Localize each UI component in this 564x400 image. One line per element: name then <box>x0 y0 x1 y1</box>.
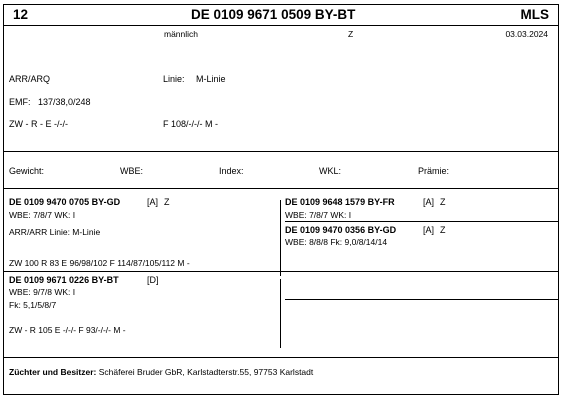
header-flag: Z <box>348 29 354 39</box>
sex: männlich <box>164 29 199 39</box>
sire-sire-tag: [A] <box>423 197 435 207</box>
sire-flag: Z <box>164 197 170 207</box>
sire-sire-wbe: WBE: 7/8/7 WK: I <box>285 210 352 220</box>
sire-sire-id: DE 0109 9648 1579 BY-FR <box>285 197 395 207</box>
sire-sire-flag: Z <box>440 197 446 207</box>
gewicht-label: Gewicht: <box>9 166 45 176</box>
emf-value: 137/38,0/248 <box>38 97 91 107</box>
breeder-owner-label: Züchter und Besitzer: <box>9 367 97 377</box>
info-divider <box>4 151 558 152</box>
sire-dam-id: DE 0109 9470 0356 BY-GD <box>285 225 397 235</box>
record-date: 03.03.2024 <box>505 29 548 39</box>
index-label: Index: <box>219 166 244 176</box>
sire-arr: ARR/ARR Linie: M-Linie <box>9 227 101 237</box>
dam-column-divider <box>280 279 281 348</box>
animal-id: DE 0109 9671 0509 BY-BT <box>191 7 356 22</box>
emf-label: EMF: <box>9 97 31 107</box>
sire-dam-tag: [A] <box>423 225 435 235</box>
animal-record-card <box>3 4 559 395</box>
sire-dam-flag: Z <box>440 225 446 235</box>
dam-id: DE 0109 9671 0226 BY-BT <box>9 275 119 285</box>
sire-tag: [A] <box>147 197 159 207</box>
breeder-owner <box>9 367 313 377</box>
stats-divider <box>4 188 558 189</box>
sire-column-divider <box>280 200 281 276</box>
sire-sire-divider <box>285 221 558 222</box>
wbe-label: WBE: <box>120 166 144 176</box>
f-values: F 108/-/-/- M - <box>163 119 219 129</box>
dam-tag: [D] <box>147 275 159 285</box>
linie-value: M-Linie <box>196 74 226 84</box>
breeder-owner-value: Schäferei Bruder GbR, Karlstadterstr.55, 97753 Karlstadt <box>98 367 314 377</box>
dam-wbe: WBE: 9/7/8 WK: I <box>9 287 76 297</box>
sire-wbe: WBE: 7/8/7 WK: I <box>9 210 76 220</box>
pedigree-divider <box>4 271 558 272</box>
record-number: 12 <box>13 7 29 22</box>
linie-label: Linie: <box>163 74 185 84</box>
footer-divider <box>4 357 558 358</box>
zw-values: ZW - R - E -/-/- <box>9 119 68 129</box>
praemie-label: Prämie: <box>418 166 450 176</box>
sire-zw: ZW 100 R 83 E 96/98/102 F 114/87/105/112 M - <box>9 258 190 268</box>
dam-zw: ZW - R 105 E -/-/- F 93/-/-/- M - <box>9 325 126 335</box>
wkl-label: WKL: <box>319 166 342 176</box>
sire-id: DE 0109 9470 0705 BY-GD <box>9 197 121 207</box>
sire-dam-wbe: WBE: 8/8/8 Fk: 9,0/8/14/14 <box>285 237 388 247</box>
dam-sire-divider <box>285 299 558 300</box>
breed-code: MLS <box>520 7 549 22</box>
header-divider <box>4 25 558 26</box>
dam-fk: Fk: 5,1/5/8/7 <box>9 300 57 310</box>
arr-genotype: ARR/ARQ <box>9 74 51 84</box>
